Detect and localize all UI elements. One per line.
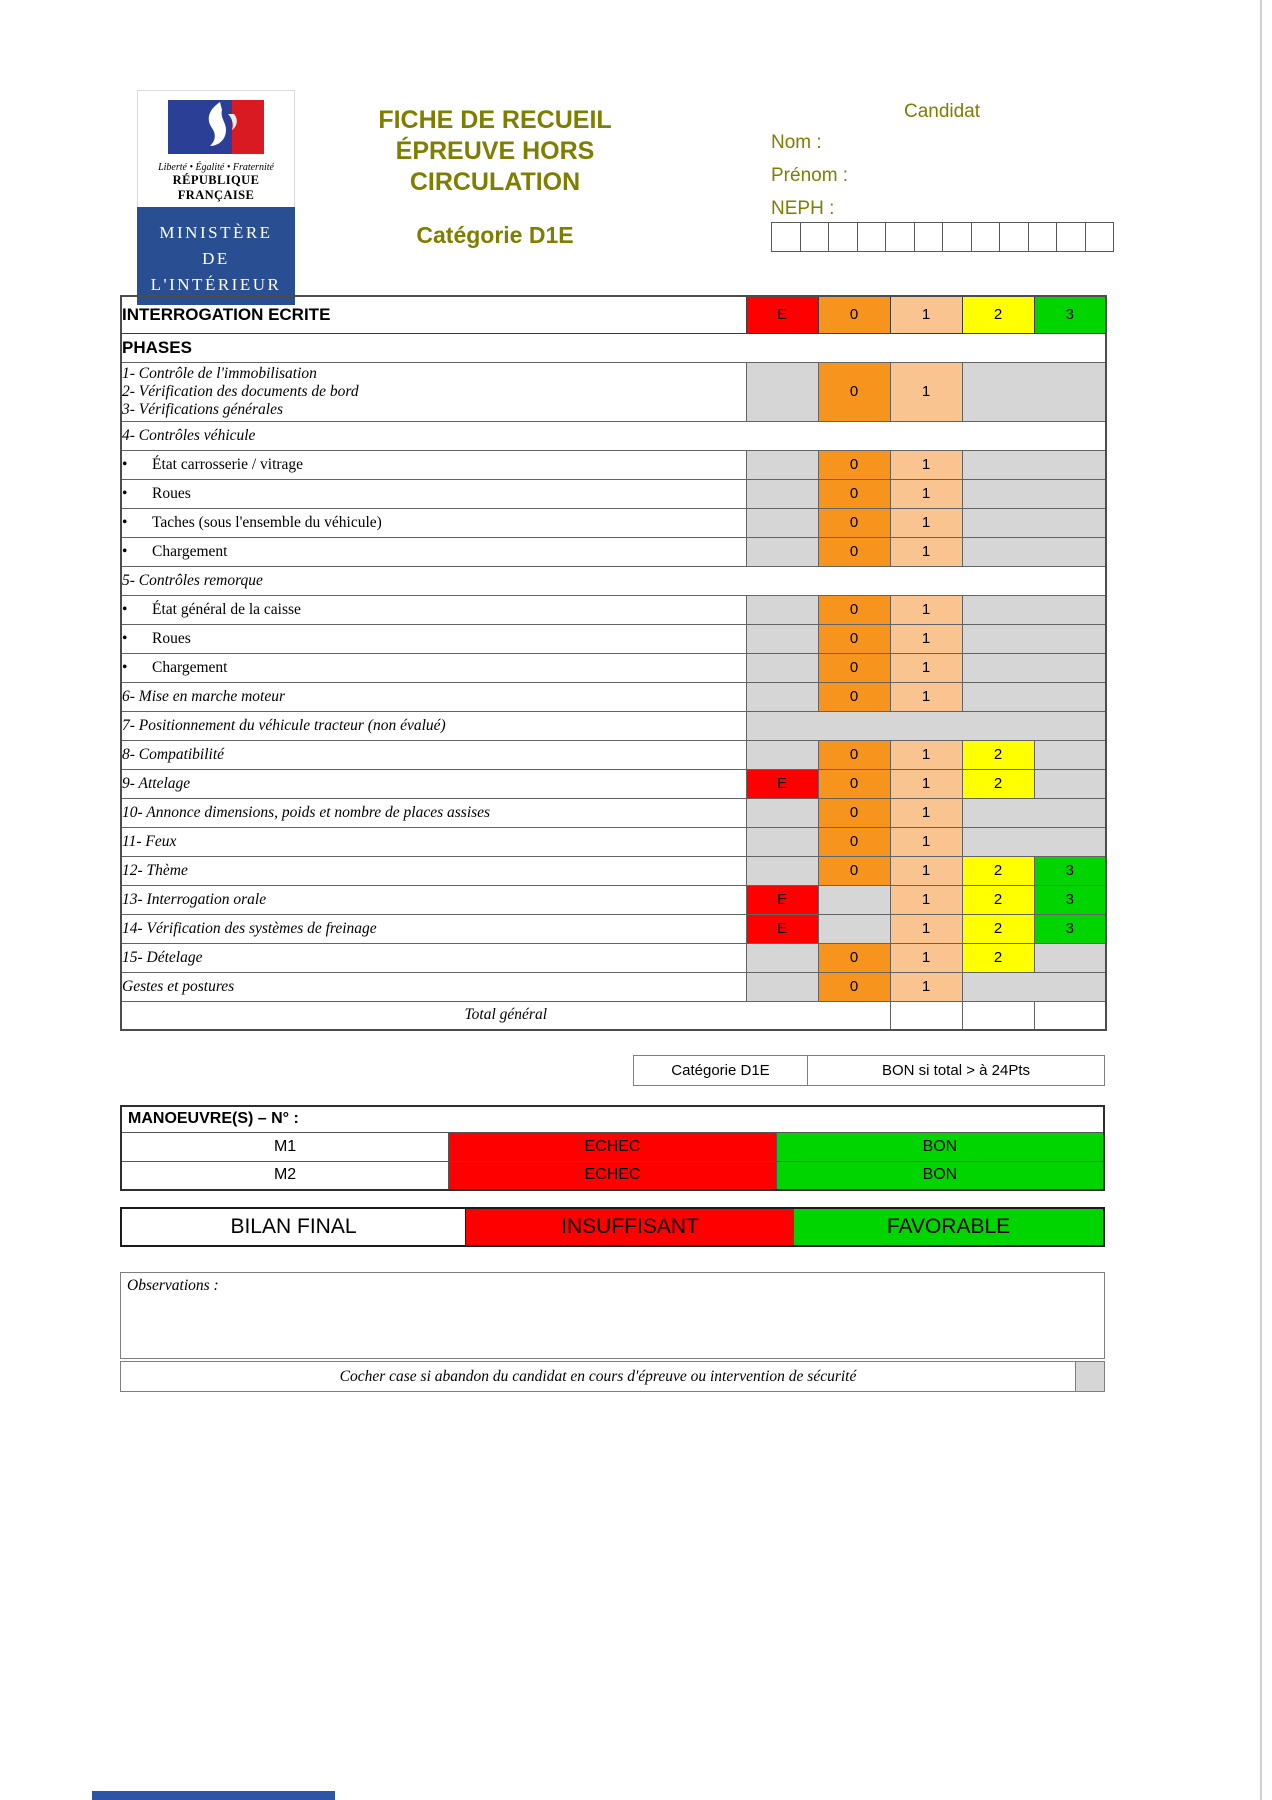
phases-row	[121, 333, 1106, 362]
table-row	[121, 362, 1106, 421]
score-cell[interactable]: 3	[1034, 885, 1106, 914]
neph-cell[interactable]	[914, 222, 944, 252]
score-cell[interactable]: 0	[818, 362, 890, 421]
score-cell[interactable]: 1	[890, 769, 962, 798]
threshold-cell: BON si total > à 24Pts	[882, 1062, 1030, 1079]
score-cell[interactable]: 0	[818, 450, 890, 479]
manoeuvre-echec-cell[interactable]: ECHEC	[449, 1161, 777, 1190]
score-cell[interactable]: 0	[818, 595, 890, 624]
manoeuvre-row	[121, 1161, 1104, 1190]
score-cell-disabled	[746, 798, 818, 827]
score-option-3[interactable]: 3	[1034, 296, 1106, 333]
score-cell-disabled	[1034, 943, 1106, 972]
score-cell[interactable]: 1	[890, 450, 962, 479]
table-row	[121, 914, 1106, 943]
score-cell[interactable]: 2	[962, 943, 1034, 972]
score-cell[interactable]: 0	[818, 740, 890, 769]
neph-cell[interactable]	[1028, 222, 1058, 252]
row-label: • Chargement	[121, 653, 746, 682]
score-cell[interactable]: 1	[890, 740, 962, 769]
bilan-final-row	[120, 1207, 1105, 1247]
abandon-row	[120, 1361, 1105, 1392]
ministry-line: DE	[202, 249, 230, 268]
score-cell-disabled	[818, 914, 890, 943]
table-row	[121, 972, 1106, 1001]
bullet-icon: •	[122, 658, 128, 676]
score-cell[interactable]: 2	[962, 740, 1034, 769]
score-cell[interactable]: 0	[818, 653, 890, 682]
score-cell[interactable]: 3	[1034, 914, 1106, 943]
table-row	[121, 537, 1106, 566]
score-cell[interactable]: 1	[890, 798, 962, 827]
table-row	[121, 1001, 1106, 1030]
score-cell-disabled	[1034, 740, 1106, 769]
bilan-final-label: BILAN FINAL	[122, 1209, 466, 1245]
score-cell-disabled	[746, 711, 1106, 740]
score-cell[interactable]: 0	[818, 798, 890, 827]
score-cell[interactable]: 0	[818, 537, 890, 566]
score-cell[interactable]: 1	[890, 885, 962, 914]
score-cell[interactable]: 1	[890, 682, 962, 711]
neph-cell[interactable]	[800, 222, 830, 252]
score-cell-disabled	[962, 827, 1106, 856]
scan-footer-artifact	[92, 1791, 335, 1800]
category-cell: Catégorie D1E	[634, 1056, 808, 1085]
bilan-favorable-cell[interactable]: FAVORABLE	[794, 1209, 1103, 1245]
bullet-icon: •	[122, 600, 128, 618]
bilan-insuffisant-cell[interactable]: INSUFFISANT	[466, 1209, 794, 1245]
bullet-icon: •	[122, 484, 128, 502]
score-cell[interactable]: 1	[890, 595, 962, 624]
form-title-block	[330, 105, 660, 249]
neph-cell[interactable]	[857, 222, 887, 252]
score-cell-disabled	[746, 479, 818, 508]
score-option-0[interactable]: 0	[818, 296, 890, 333]
table-row	[121, 595, 1106, 624]
bullet-icon: •	[122, 455, 128, 473]
score-cell-disabled	[962, 479, 1106, 508]
row-label: 10- Annonce dimensions, poids et nombre de places assises	[121, 798, 746, 827]
table-row	[121, 508, 1106, 537]
score-cell[interactable]: E	[746, 914, 818, 943]
score-cell-disabled	[746, 537, 818, 566]
bullet-icon: •	[122, 513, 128, 531]
scan-edge-artifact	[1260, 0, 1262, 1800]
score-cell[interactable]: 2	[962, 885, 1034, 914]
score-option-E[interactable]: E	[746, 296, 818, 333]
row-label: 6- Mise en marche moteur	[121, 682, 746, 711]
manoeuvre-bon-cell[interactable]: BON	[776, 1132, 1104, 1161]
row-label: • Roues	[121, 624, 746, 653]
row-label: Gestes et postures	[121, 972, 746, 1001]
score-cell[interactable]: 0	[818, 624, 890, 653]
form-title-line: ÉPREUVE HORS	[395, 137, 595, 165]
score-cell[interactable]: 0	[818, 943, 890, 972]
total-cell[interactable]	[890, 1001, 962, 1030]
neph-cell[interactable]	[1085, 222, 1115, 252]
total-cell[interactable]	[1034, 1001, 1106, 1030]
section-label: 4- Contrôles véhicule	[121, 421, 1106, 450]
score-option-1[interactable]: 1	[890, 296, 962, 333]
prenom-field	[771, 164, 1113, 187]
form-title-line: FICHE DE RECUEIL	[378, 106, 612, 134]
row-label: 11- Feux	[121, 827, 746, 856]
nom-label: Nom :	[771, 132, 822, 153]
score-cell[interactable]: 1	[890, 653, 962, 682]
score-cell-disabled	[962, 624, 1106, 653]
phases-title: PHASES	[121, 333, 1106, 362]
score-table-title: INTERROGATION ECRITE	[121, 296, 746, 333]
score-cell[interactable]: 3	[1034, 856, 1106, 885]
observations-label: Observations :	[127, 1277, 219, 1294]
republic-text: RÉPUBLIQUE FRANÇAISE	[172, 173, 260, 202]
row-label: • Chargement	[121, 537, 746, 566]
neph-cell[interactable]	[942, 222, 972, 252]
score-cell[interactable]: 0	[818, 508, 890, 537]
manoeuvre-label: M1	[121, 1132, 449, 1161]
abandon-instruction: Cocher case si abandon du candidat en cours d'épreuve ou intervention de sécurité	[339, 1367, 857, 1385]
ministry-logo	[137, 90, 295, 305]
manoeuvre-bon-cell[interactable]: BON	[776, 1161, 1104, 1190]
table-row	[121, 769, 1106, 798]
row-label: 13- Interrogation orale	[121, 885, 746, 914]
score-cell[interactable]: 1	[890, 508, 962, 537]
ministry-name	[137, 207, 295, 305]
neph-cell[interactable]	[828, 222, 858, 252]
score-cell[interactable]: 1	[890, 856, 962, 885]
score-cell[interactable]: 2	[962, 856, 1034, 885]
score-cell[interactable]: 2	[962, 914, 1034, 943]
row-label: 14- Vérification des systèmes de freinage	[121, 914, 746, 943]
total-cell[interactable]	[962, 1001, 1034, 1030]
neph-label: NEPH :	[771, 198, 835, 219]
manoeuvres-table	[120, 1105, 1105, 1191]
score-cell-disabled	[746, 943, 818, 972]
row-label: • Taches (sous l'ensemble du véhicule)	[121, 508, 746, 537]
score-cell[interactable]: 1	[890, 624, 962, 653]
score-cell-disabled	[962, 972, 1106, 1001]
manoeuvre-label: M2	[121, 1161, 449, 1190]
neph-cell[interactable]	[971, 222, 1001, 252]
score-cell[interactable]: 1	[890, 827, 962, 856]
table-row	[121, 566, 1106, 595]
motto-text: Liberté • Égalité • Fraternité	[158, 162, 274, 173]
score-cell[interactable]: E	[746, 885, 818, 914]
manoeuvres-heading: MANOEUVRE(S) – N° :	[121, 1106, 1104, 1132]
score-cell[interactable]: 1	[890, 914, 962, 943]
score-cell-disabled	[746, 856, 818, 885]
score-cell-disabled	[962, 798, 1106, 827]
form-title	[330, 105, 660, 198]
row-label: 15- Dételage	[121, 943, 746, 972]
score-cell[interactable]: 1	[890, 479, 962, 508]
score-cell-disabled	[746, 827, 818, 856]
score-cell-disabled	[746, 362, 818, 421]
score-cell-disabled	[962, 595, 1106, 624]
row-label: 9- Attelage	[121, 769, 746, 798]
ministry-line: L'INTÉRIEUR	[150, 275, 282, 294]
row-label: 12- Thème	[121, 856, 746, 885]
score-cell-disabled	[746, 508, 818, 537]
table-row	[121, 711, 1106, 740]
score-cell-disabled	[962, 508, 1106, 537]
score-cell-disabled	[818, 885, 890, 914]
form-title-line: CIRCULATION	[409, 168, 581, 196]
score-cell[interactable]: 2	[962, 769, 1034, 798]
score-cell-disabled	[746, 595, 818, 624]
neph-cell[interactable]	[1056, 222, 1086, 252]
row-label: • État carrosserie / vitrage	[121, 450, 746, 479]
table-row	[121, 798, 1106, 827]
table-row	[121, 885, 1106, 914]
nom-field	[771, 131, 1113, 154]
bullet-icon: •	[122, 629, 128, 647]
candidate-heading: Candidat	[903, 101, 981, 122]
neph-cell[interactable]	[999, 222, 1029, 252]
neph-cell[interactable]	[885, 222, 915, 252]
abandon-checkbox[interactable]	[1075, 1362, 1104, 1391]
score-cell-disabled	[746, 624, 818, 653]
neph-field	[771, 197, 1113, 220]
table-row	[121, 856, 1106, 885]
table-row	[121, 943, 1106, 972]
manoeuvre-echec-cell[interactable]: ECHEC	[449, 1132, 777, 1161]
score-cell-disabled	[746, 653, 818, 682]
score-cell-disabled	[746, 450, 818, 479]
score-option-2[interactable]: 2	[962, 296, 1034, 333]
total-label: Total général	[121, 1001, 890, 1030]
score-cell-disabled	[746, 972, 818, 1001]
score-table	[120, 295, 1107, 1031]
score-cell[interactable]: 0	[818, 479, 890, 508]
table-row	[121, 827, 1106, 856]
ministry-line: MINISTÈRE	[159, 223, 273, 242]
score-cell-disabled	[746, 682, 818, 711]
score-cell-disabled	[962, 450, 1106, 479]
table-row	[121, 624, 1106, 653]
score-cell[interactable]: 0	[818, 856, 890, 885]
score-cell[interactable]: 0	[818, 827, 890, 856]
score-cell[interactable]: 1	[890, 537, 962, 566]
score-cell-disabled	[962, 362, 1106, 421]
candidate-block	[771, 100, 1113, 252]
marianne-flag-icon	[168, 100, 264, 159]
row-label: • Roues	[121, 479, 746, 508]
neph-boxes	[771, 222, 1114, 252]
score-cell[interactable]: 0	[818, 972, 890, 1001]
table-row	[121, 740, 1106, 769]
table-row	[121, 682, 1106, 711]
row-label: 7- Positionnement du véhicule tracteur (non évalué)	[121, 711, 746, 740]
score-cell-disabled	[962, 537, 1106, 566]
observations-box[interactable]	[120, 1272, 1105, 1359]
score-cell[interactable]: 1	[890, 943, 962, 972]
score-cell[interactable]: E	[746, 769, 818, 798]
score-cell[interactable]: 1	[890, 362, 962, 421]
score-cell[interactable]: 1	[890, 972, 962, 1001]
category-title: Catégorie D1E	[416, 222, 574, 248]
score-header-row	[121, 296, 1106, 333]
score-cell-disabled	[962, 653, 1106, 682]
manoeuvre-row	[121, 1132, 1104, 1161]
score-cell-disabled	[962, 682, 1106, 711]
category-threshold-box	[633, 1055, 1105, 1086]
row-label: • État général de la caisse	[121, 595, 746, 624]
neph-cell[interactable]	[771, 222, 801, 252]
score-cell[interactable]: 0	[818, 682, 890, 711]
prenom-label: Prénom :	[771, 165, 849, 186]
section-label: 5- Contrôles remorque	[121, 566, 1106, 595]
table-row	[121, 653, 1106, 682]
republique-francaise-logo	[137, 90, 295, 207]
row-label: 8- Compatibilité	[121, 740, 746, 769]
row-label: 1- Contrôle de l'immobilisation 2- Vérification des documents de bord 3- Vérifications générales	[121, 362, 746, 421]
score-cell-disabled	[746, 740, 818, 769]
score-cell[interactable]: 0	[818, 769, 890, 798]
table-row	[121, 421, 1106, 450]
bullet-icon: •	[122, 542, 128, 560]
score-cell-disabled	[1034, 769, 1106, 798]
table-row	[121, 450, 1106, 479]
table-row	[121, 479, 1106, 508]
